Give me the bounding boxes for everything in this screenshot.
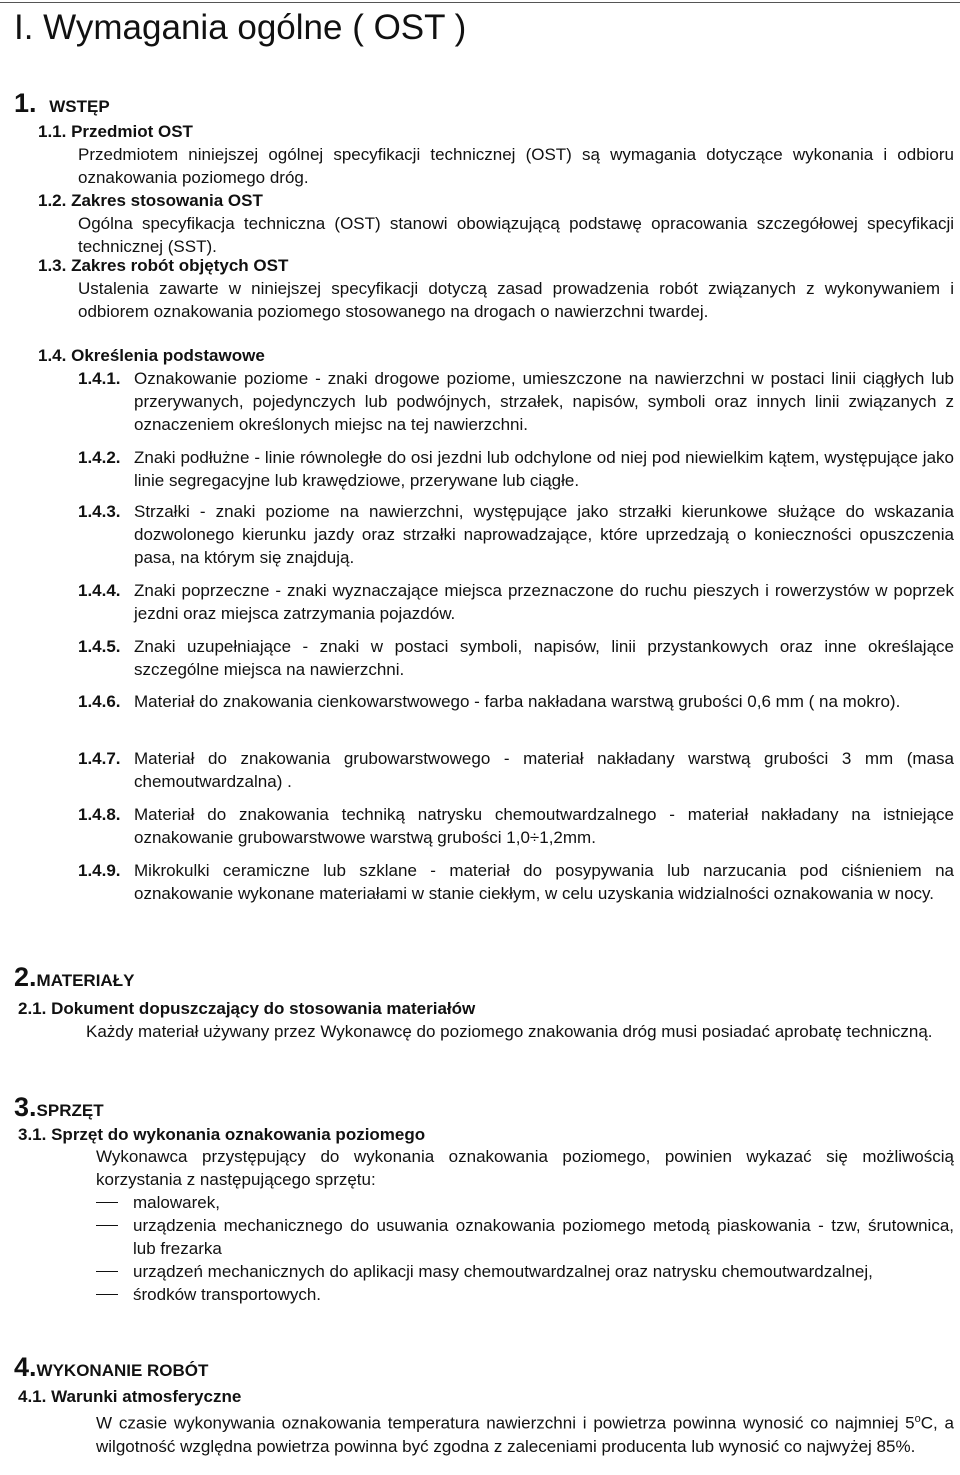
definition-number: 1.4.8. (78, 805, 121, 824)
definition-item (78, 579, 954, 625)
subsection-1-3-heading (38, 254, 288, 277)
subsection-2-1-text: Każdy materiał używany przez Wykonawcę do poziomego znakowania dróg musi posiadać aprobatę techniczną. (86, 1022, 933, 1041)
dash-bullet (96, 1202, 118, 1203)
definition-number: 1.4.6. (78, 692, 121, 711)
subsection-number: 1.4. (38, 346, 67, 365)
subsection-2-1-heading (18, 997, 475, 1020)
section-number: 4. (14, 1352, 37, 1382)
definition-item (78, 859, 954, 905)
subsection-title: Określenia podstawowe (71, 346, 265, 365)
definition-text: Materiał do znakowania techniką natrysku chemoutwardzalnego - materiał nakładany na istniejące oznakowanie grubowarstwowe warstwą grubości 1,0÷1,2mm. (134, 805, 954, 847)
degree-superscript: o (914, 1413, 921, 1425)
subsection-number: 3.1. (18, 1125, 47, 1144)
definition-text: Materiał do znakowania grubowarstwowego - materiał nakładany warstwą grubości 3 mm (masa chemoutwardzalna) . (134, 749, 954, 791)
section-number: 1. (14, 88, 37, 118)
list-item-text: urządzeń mechanicznych do aplikacji masy chemoutwardzalnej oraz natrysku chemoutwardzalnej, (133, 1262, 873, 1281)
subsection-number: 1.3. (38, 256, 67, 275)
definition-item (78, 803, 954, 849)
subsection-1-2-heading (38, 189, 263, 212)
list-item-text: urządzenia mechanicznego do usuwania oznakowania poziomego metodą piaskowania - tzw, śrutownica, lub frezarka (133, 1216, 954, 1258)
subsection-4-1-text (96, 1408, 954, 1458)
definition-text: Oznakowanie poziome - znaki drogowe poziome, umieszczone na nawierzchni w postaci linii ciągłych lub przerywanych, pojedynczych lub podwójnych, strzałek, napisów, symboli oraz innych linii związanych z oznaczeniem określonych miejsc na tej nawierzchni. (134, 369, 954, 434)
definition-text: Znaki poprzeczne - znaki wyznaczające miejsca przeznaczone do ruchu pieszych i rowerzystów w poprzek jezdni oraz miejsca zatrzymania pojazdów. (134, 581, 954, 623)
definition-number: 1.4.4. (78, 581, 121, 600)
list-item-text: malowarek, (133, 1193, 220, 1212)
subsection-1-1-text: Przedmiotem niniejszej ogólnej specyfikacji technicznej (OST) są wymagania dotyczące wykonania i odbioru oznakowania poziomego dróg. (78, 145, 954, 187)
subsection-title: Zakres robót objętych OST (71, 256, 289, 275)
subsection-3-1-text: Wykonawca przystępujący do wykonania oznakowania poziomego, powinien wykazać się możliwością korzystania z następującego sprzętu: (96, 1147, 954, 1189)
definition-item (78, 500, 954, 569)
section-4-heading (14, 1352, 208, 1383)
list-item (96, 1283, 954, 1306)
top-rule (0, 2, 960, 3)
section-title: WSTĘP (49, 97, 110, 116)
subsection-1-4-heading (38, 344, 265, 367)
list-item-text: środków transportowych. (133, 1285, 322, 1304)
subsection-1-3-text: Ustalenia zawarte w niniejszej specyfikacji dotyczą zasad prowadzenia robót związanych z wykonywaniem i odbiorem oznakowania poziomego stosowanego na drogach o nawierzchni twardej. (78, 279, 954, 321)
section-1-heading (14, 88, 110, 119)
conditions-text-end: C, a wilgotność względna powietrza powinna być zgodna z zaleceniami producenta lub wynosić co najwyżej 85%. (96, 1413, 954, 1456)
subsection-title: Przedmiot OST (71, 122, 193, 141)
definition-number: 1.4.2. (78, 448, 121, 467)
definition-item (78, 690, 954, 713)
section-3-heading (14, 1092, 104, 1123)
section-title: SPRZĘT (36, 1101, 104, 1120)
definition-number: 1.4.9. (78, 861, 121, 880)
definition-text: Materiał do znakowania cienkowarstwowego - farba nakładana warstwą grubości 0,6 mm ( na mokro). (134, 692, 901, 711)
dash-bullet (96, 1294, 118, 1295)
subsection-title: Warunki atmosferyczne (51, 1387, 242, 1406)
equipment-list (96, 1191, 954, 1306)
section-number: 3. (14, 1092, 37, 1122)
definition-text: Znaki podłużne - linie równoległe do osi jezdni lub odchylone od niej pod niewielkim kątem, występujące jako linie segregacyjne lub krawędziowe, przerywane lub ciągłe. (134, 448, 954, 490)
definition-number: 1.4.7. (78, 749, 121, 768)
section-title: MATERIAŁY (36, 971, 135, 990)
subsection-number: 2.1. (18, 999, 47, 1018)
definition-number: 1.4.3. (78, 502, 121, 521)
dash-bullet (96, 1225, 118, 1226)
definition-item (78, 446, 954, 492)
subsection-title: Sprzęt do wykonania oznakowania poziomego (51, 1125, 426, 1144)
conditions-text-start: W czasie wykonywania oznakowania temperatura nawierzchni i powietrza powinna wynosić co najmniej 5 (96, 1413, 915, 1433)
subsection-title: Zakres stosowania OST (71, 191, 263, 210)
subsection-number: 4.1. (18, 1387, 47, 1406)
definition-item (78, 367, 954, 436)
subsection-3-1-heading (18, 1123, 425, 1146)
section-number: 2. (14, 962, 37, 992)
section-title: WYKONANIE ROBÓT (36, 1361, 209, 1380)
dash-bullet (96, 1271, 118, 1272)
subsection-number: 1.1. (38, 122, 67, 141)
definition-text: Strzałki - znaki poziome na nawierzchni, występujące jako strzałki kierunkowe służące do wskazania dozwolonego kierunku jazdy oraz strzałki naprowadzające, które uprzedzają o konieczności opuszczenia pasa, na którym się znajdują. (134, 502, 954, 567)
subsection-title: Dokument dopuszczający do stosowania materiałów (51, 999, 476, 1018)
list-item (96, 1191, 954, 1214)
definition-item (78, 635, 954, 681)
subsection-1-2-text: Ogólna specyfikacja techniczna (OST) stanowi obowiązującą podstawę opracowania szczegółowej specyfikacji technicznej (SST). (78, 214, 954, 256)
definition-item (78, 747, 954, 793)
definition-text: Mikrokulki ceramiczne lub szklane - materiał do posypywania lub narzucania pod ciśnieniem na oznakowanie wykonane materiałami w stanie ciekłym, w celu uzyskania widzialności oznakowania w nocy. (134, 861, 954, 903)
definition-text: Znaki uzupełniające - znaki w postaci symboli, napisów, linii przystankowych oraz inne określające szczególne miejsca na nawierzchni. (134, 637, 954, 679)
section-2-heading (14, 962, 134, 993)
subsection-1-1-heading (38, 120, 193, 143)
list-item (96, 1260, 954, 1283)
document-title: I. Wymagania ogólne ( OST ) (14, 8, 467, 47)
subsection-4-1-heading (18, 1385, 241, 1408)
subsection-number: 1.2. (38, 191, 67, 210)
list-item (96, 1214, 954, 1260)
definition-number: 1.4.1. (78, 369, 121, 388)
definition-number: 1.4.5. (78, 637, 121, 656)
